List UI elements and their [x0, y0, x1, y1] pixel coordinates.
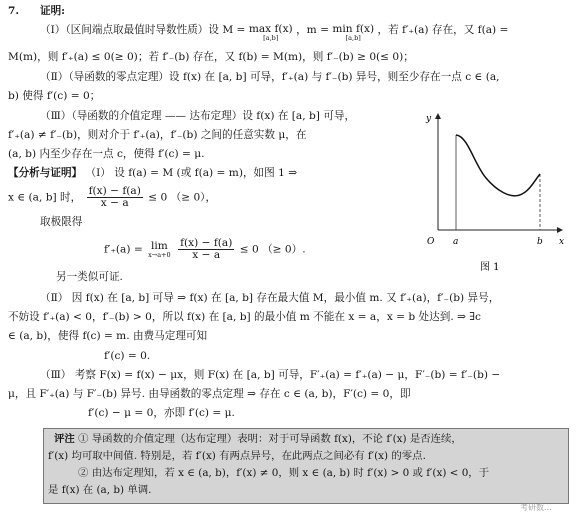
text-span: x ∈ (a, b] 时，: [8, 191, 82, 204]
statement-3-line-1: （Ⅲ）（导函数的介值定理 —— 达布定理）设 f(x) 在 [a, b] 可导，: [40, 110, 356, 122]
figure-1: [416, 108, 568, 278]
origin-label: O: [427, 237, 435, 247]
max-operator: max f(x) [a,b]: [248, 23, 293, 42]
analysis-2-line-3: ∈ (a, b)，使得 f(c) = m. 由费马定理可知: [8, 330, 208, 342]
analysis-2-line-2: 不妨设 f′₊(a) < 0，f′₋(b) > 0，所以 f(x) 在 [a, b] 的最小值 m 不能在 x = a，x = b 处达到. ⇒ ∃c: [8, 311, 481, 323]
footer-partial: 考研数...: [520, 503, 552, 512]
statement-3-line-3: (a, b) 内至少存在一点 c，使得 f′(c) = μ.: [8, 148, 205, 160]
analysis-heading: 【分析与证明】: [8, 167, 83, 179]
remark-line-2: f′(x) 均可取中间值. 特别是，若 f′(x) 有两点异号，在此两点之间必有 f′(x) 的零点.: [48, 450, 426, 462]
text-span: ≤ 0 （≥ 0）.: [239, 243, 306, 256]
text-span: ≤ 0 （≥ 0），: [148, 191, 217, 204]
analysis-3-line-1: （Ⅲ） 考察 F(x) = f(x) − μx，则 F(x) 在 [a, b] 可导，F′₊(a) = f′₊(a) − μ，F′₋(b) = f′₋(b) −: [40, 369, 501, 381]
statement-3-line-2: f′₊(a) ≠ f′₋(b)，则对介于 f′₊(a)，f′₋(b) 之间的任意实数 μ，在: [8, 129, 307, 141]
analysis-3-line-2: μ，且 F′₊(a) 与 F′₋(b) 异号. 由导函数的零点定理 ⇒ 存在 c ∈ (a, b)，F′(c) = 0，即: [8, 388, 411, 400]
analysis-line-5: 另一类似可证.: [56, 271, 123, 283]
remark-box: [43, 428, 569, 504]
text-span: （Ⅰ） 设 f(a) = M (或 f(a) = m)，如图 1 ⇒: [85, 167, 298, 179]
analysis-2-line-4: f′(c) = 0.: [104, 350, 151, 362]
remark-line-4: 是 f(x) 在 (a, b) 单调.: [48, 484, 152, 496]
remark-label: 评注: [54, 433, 75, 445]
analysis-line-1: [8, 167, 297, 180]
text-span: ，若 f′₊(a) 存在，又 f(a) =: [377, 24, 509, 36]
y-axis-label: y: [426, 114, 432, 124]
analysis-2-line-1: （Ⅱ） 因 f(x) 在 [a, b] 可导 ⇒ f(x) 在 [a, b] 存在最大值 M，最小值 m. 又 f′₊(a)，f′₋(b) 异号，: [40, 292, 500, 304]
problem-number: 7.: [8, 5, 20, 17]
text-span: ，m =: [296, 24, 329, 36]
limit-formula: [104, 238, 306, 261]
b-label: b: [537, 237, 543, 247]
statement-2-line-1: （Ⅱ）（导函数的零点定理）设 f(x) 在 [a, b] 可导，f′₊(a) 与 f′₋(b) 异号，则至少存在一点 c ∈ (a,: [40, 71, 500, 83]
analysis-line-3: 取极限得: [40, 216, 83, 228]
difference-quotient: $\frac{f(x) - f(a)}{x - a}$: [88, 185, 141, 209]
a-label: a: [453, 237, 459, 247]
analysis-line-2: [8, 186, 216, 209]
remark-line-1: [54, 433, 462, 446]
statement-1-line-2: M(m)，则 f′₊(a) ≤ 0(≥ 0)；若 f′₋(b) 存在，又 f(b) = M(m)，则 f′₋(b) ≥ 0(≤ 0)；: [8, 51, 414, 63]
analysis-3-line-3: f′(c) − μ = 0，亦即 f′(c) = μ.: [88, 407, 235, 419]
text-span: （Ⅰ）（区间端点取最值时导数性质）设 M =: [40, 24, 246, 36]
statement-1-line-1: [40, 24, 508, 42]
text-span: ① 导函数的介值定理（达布定理）表明：对于可导函数 f(x)，不论 f′(x) 是否连续，: [78, 433, 462, 445]
figure-caption: 图 1: [480, 262, 500, 273]
limit-operator: lim x→a+0: [148, 239, 171, 259]
x-axis-label: x: [559, 237, 565, 247]
limit-quotient: $\frac{f(x) - f(a)}{x - a}$: [180, 237, 233, 261]
remark-line-3: ② 由达布定理知，若 x ∈ (a, b)，f′(x) ≠ 0，则 x ∈ (a, b) 时 f′(x) > 0 或 f′(x) < 0，于: [78, 467, 490, 479]
statement-2-line-2: b) 使得 f′(c) = 0；: [8, 90, 101, 102]
text-span: f′₊(a) =: [104, 243, 143, 256]
proof-label: 证明:: [40, 5, 66, 17]
min-operator: min f(x) [a,b]: [332, 23, 375, 42]
curve-fx: [456, 135, 540, 196]
